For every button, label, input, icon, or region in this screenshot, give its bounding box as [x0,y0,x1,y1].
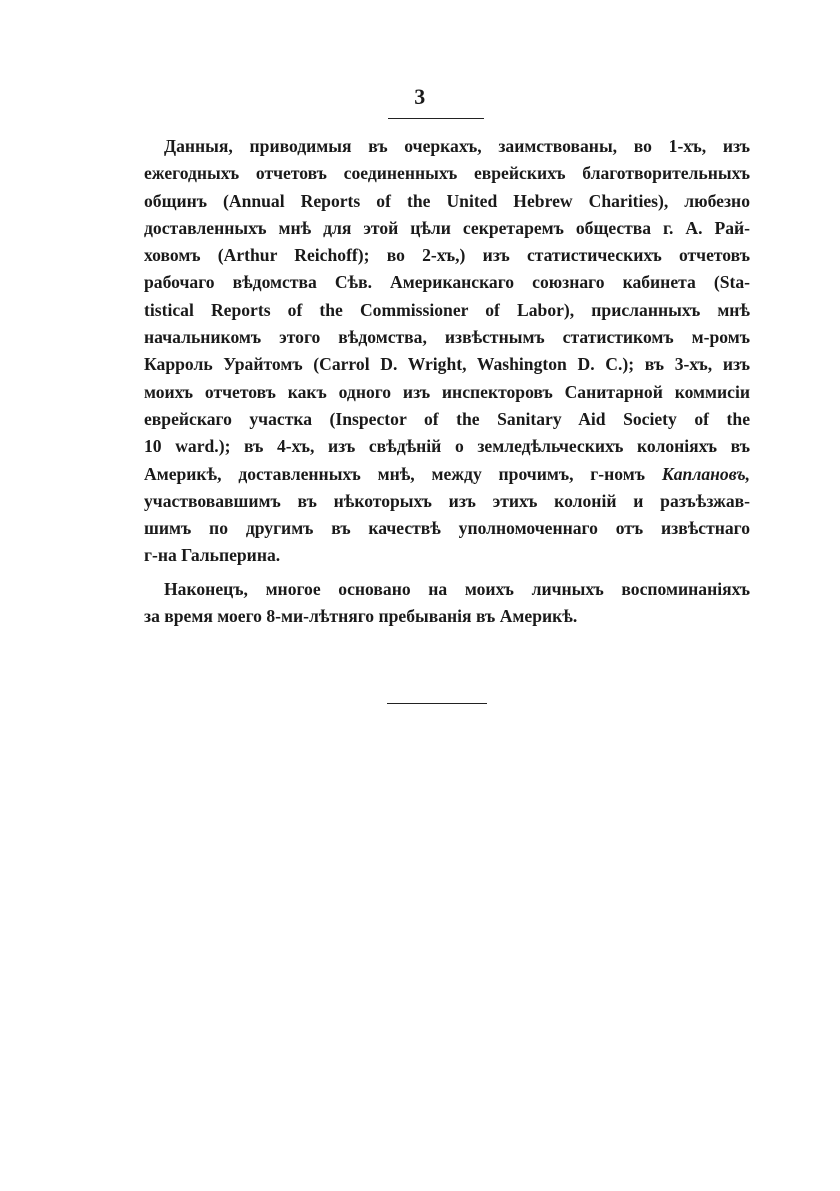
text-line: доставленныхъ мнѣ для этой цѣли секретаремъ общества г. А. Рай- [144,217,750,238]
page-number: 3 [414,84,426,109]
text-line: Карроль Урайтомъ (Carrol D. Wright, Washington D. C.); въ 3-хъ, изъ [144,354,750,375]
paragraph-sources [144,133,750,570]
text-line: за время моего 8-ми-лѣтняго пребыванія въ Америкѣ. [144,606,578,627]
text-line: ховомъ (Arthur Reichoff); во 2-хъ,) изъ статистическихъ отчетовъ [144,245,750,266]
italic-name: Каплановъ, [661,463,751,484]
header-rule [388,118,484,119]
closing-rule [387,703,487,704]
text-line: Наконецъ, многое основано на моихъ личныхъ воспоминаніяхъ [164,578,750,599]
text-line: tistical Reports of the Commissioner of Labor), присланныхъ мнѣ [144,299,750,320]
body-text [144,133,750,630]
text-line: участвовавшимъ въ нѣкоторыхъ изъ этихъ колоній и разъѣзжав- [144,490,750,511]
text-line: еврейскаго участка (Inspector of the Sanitary Aid Society of the [144,408,750,429]
text-line: г-на Гальперина. [144,545,281,566]
text-line: моихъ отчетовъ какъ одного изъ инспекторовъ Санитарной коммисіи [144,381,750,402]
text-segment: Америкѣ, доставленныхъ мнѣ, между прочимъ, г-номъ [144,463,645,484]
text-line: рабочаго вѣдомства Сѣв. Американскаго союзнаго кабинета (Sta- [144,272,750,293]
text-line: ежегодныхъ отчетовъ соединенныхъ еврейскихъ благотворительныхъ [144,163,750,184]
text-line: 10 ward.); въ 4-хъ, изъ свѣдѣній о земледѣльческихъ колоніяхъ въ [144,436,750,457]
text-line-with-italic [144,461,750,488]
paragraph-memories [144,576,750,631]
text-line: общинъ (Annual Reports of the United Hebrew Charities), любезно [144,190,750,211]
text-line: Данныя, приводимыя въ очеркахъ, заимствованы, во 1-хъ, изъ [164,136,750,156]
text-line: начальникомъ этого вѣдомства, извѣстнымъ статистикомъ м-ромъ [144,327,750,348]
text-line: шимъ по другимъ въ качествѣ уполномоченнаго отъ извѣстнаго [144,518,750,539]
